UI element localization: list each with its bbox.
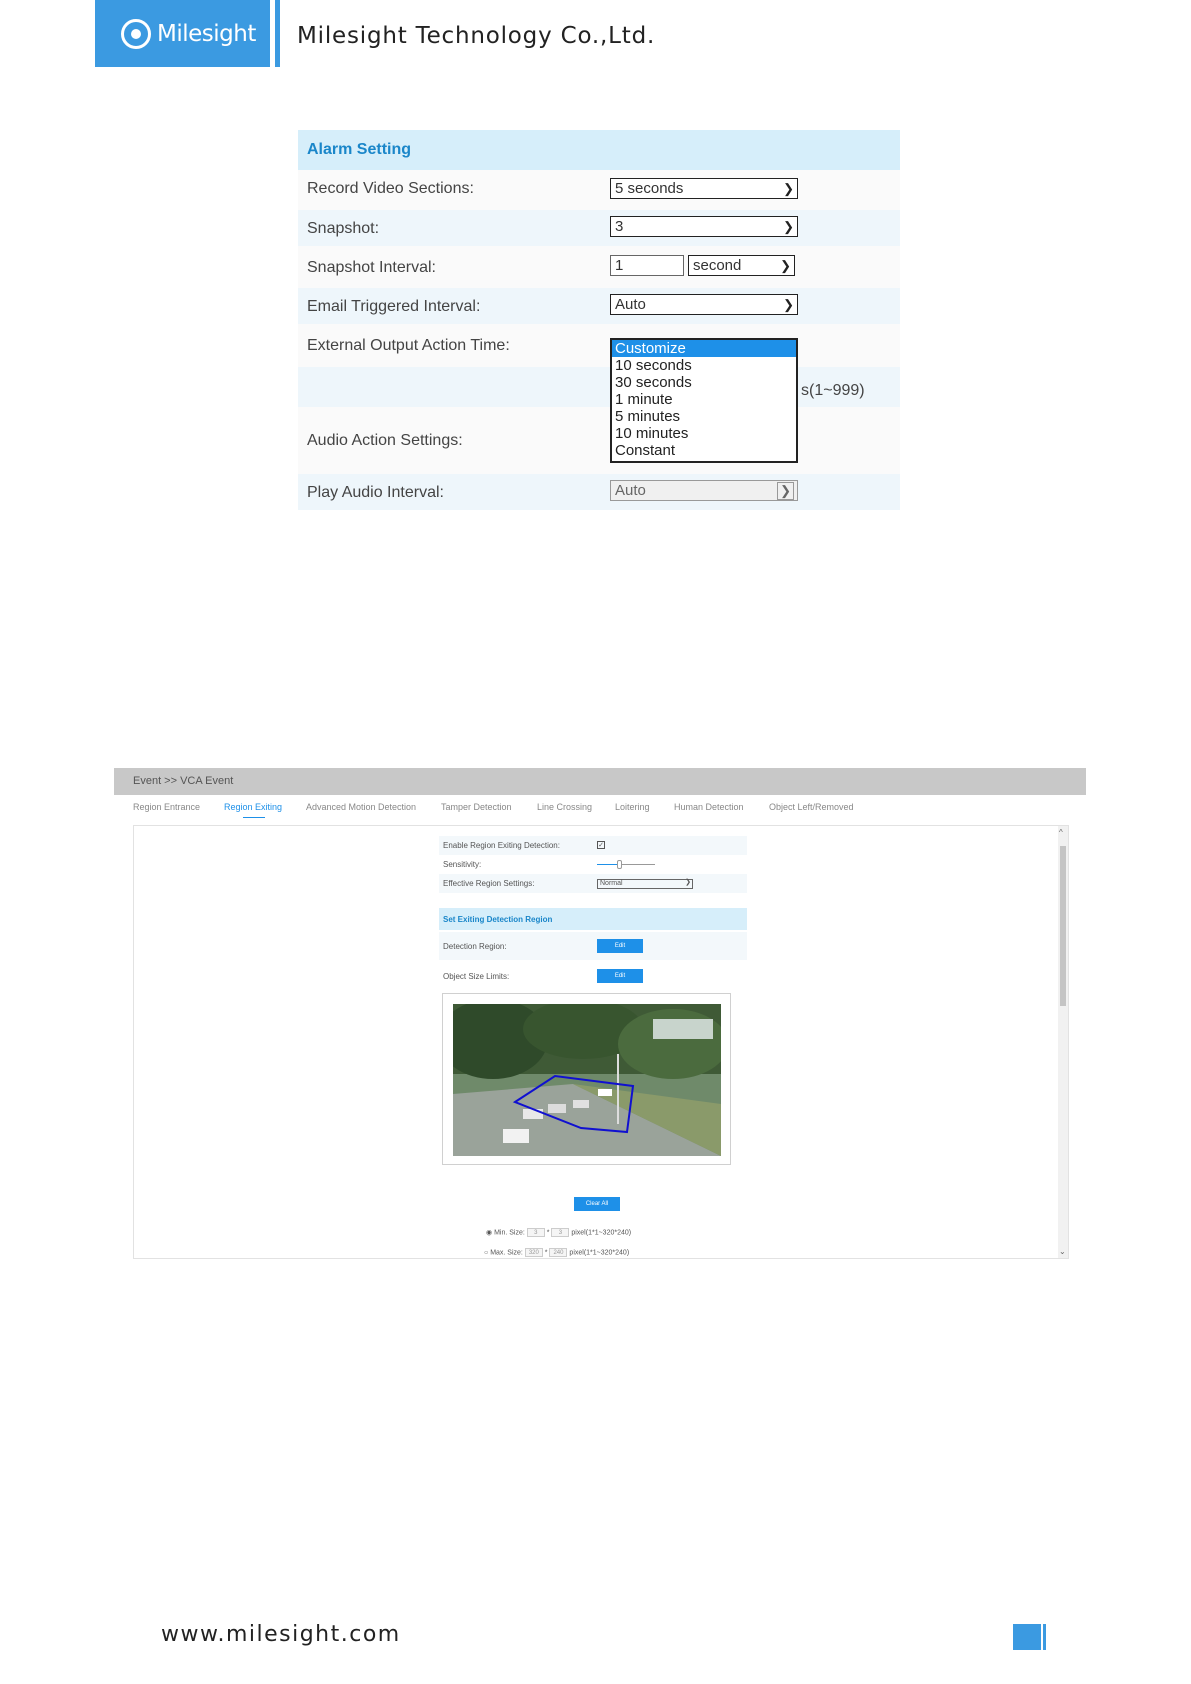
sensitivity-label: Sensitivity:	[443, 860, 482, 869]
enable-checkbox[interactable]: ✓	[598, 842, 604, 849]
milesight-logo	[95, 0, 270, 67]
snapshot-interval-unit-select[interactable]	[688, 255, 795, 276]
tab-line-crossing[interactable]: Line Crossing	[537, 802, 593, 812]
min-size-height-input[interactable]: 3	[551, 1228, 569, 1237]
external-output-range: s(1~999)	[801, 382, 865, 399]
email-interval-value: Auto	[615, 296, 646, 313]
camera-frame-image	[453, 1004, 721, 1156]
audio-action-row	[298, 408, 900, 464]
chevron-down-icon: ❯	[783, 297, 794, 312]
tab-region-entrance[interactable]: Region Entrance	[133, 802, 201, 812]
dropdown-option[interactable]: 30 seconds	[615, 374, 692, 391]
external-output-dropdown[interactable]	[610, 338, 798, 463]
page-corner-mark	[1013, 1624, 1041, 1650]
sensitivity-slider[interactable]	[597, 864, 655, 865]
size-separator: *	[544, 1249, 548, 1257]
effective-region-value: Normal	[600, 880, 623, 887]
enable-label: Enable Region Exiting Detection:	[443, 841, 560, 850]
max-size-radio[interactable]: ○	[484, 1249, 489, 1257]
object-size-label: Object Size Limits:	[443, 972, 510, 981]
enable-row	[439, 836, 747, 855]
sensitivity-row	[439, 855, 747, 874]
tab-loitering[interactable]: Loitering	[615, 802, 650, 812]
email-interval-select[interactable]	[610, 294, 798, 315]
snapshot-value: 3	[615, 218, 624, 235]
header-divider	[275, 0, 280, 67]
snapshot-interval-input[interactable]: 1	[610, 255, 684, 276]
snapshot-interval-label: Snapshot Interval:	[307, 259, 436, 276]
dropdown-option[interactable]: Constant	[615, 442, 676, 459]
effective-region-select[interactable]	[597, 879, 693, 889]
clear-all-button[interactable]: Clear All	[574, 1197, 620, 1211]
page-corner-rule	[1043, 1624, 1046, 1650]
vertical-scrollbar[interactable]	[1058, 826, 1068, 1258]
sensitivity-knob[interactable]	[617, 860, 622, 869]
dropdown-option[interactable]: 1 minute	[615, 391, 673, 408]
company-name: Milesight Technology Co.,Ltd.	[297, 23, 656, 49]
scroll-down-icon[interactable]: ⌄	[1059, 1247, 1066, 1256]
record-video-label: Record Video Sections:	[307, 180, 474, 197]
effective-region-label: Effective Region Settings:	[443, 879, 535, 888]
alarm-setting-panel	[298, 130, 900, 510]
record-video-row	[298, 170, 900, 206]
chevron-down-icon: ❯	[783, 219, 794, 234]
size-separator: *	[546, 1229, 550, 1237]
tab-object-left-removed[interactable]: Object Left/Removed	[769, 802, 854, 812]
tab-tamper-detection[interactable]: Tamper Detection	[441, 802, 512, 812]
chevron-down-icon: ❯	[685, 879, 691, 886]
min-size-radio[interactable]: ◉	[486, 1229, 493, 1237]
footer-url: www.milesight.com	[161, 1622, 401, 1647]
effective-region-row	[439, 874, 747, 893]
record-video-select[interactable]	[610, 178, 798, 199]
dropdown-option[interactable]: 10 seconds	[615, 357, 692, 374]
external-output-row	[298, 327, 900, 363]
chevron-down-icon: ❯	[777, 482, 794, 500]
section-title: Set Exiting Detection Region	[439, 908, 747, 930]
detection-region-row	[439, 932, 747, 960]
dropdown-option[interactable]: 10 minutes	[615, 425, 689, 442]
snapshot-select[interactable]	[610, 216, 798, 237]
tab-human-detection[interactable]: Human Detection	[674, 802, 744, 812]
tab-region-exiting[interactable]: Region Exiting	[224, 802, 283, 812]
snapshot-label: Snapshot:	[307, 220, 380, 237]
max-size-row	[484, 1248, 629, 1257]
object-size-edit-button[interactable]: Edit	[597, 969, 643, 983]
play-audio-value: Auto	[615, 482, 646, 499]
max-size-label: Max. Size:	[490, 1249, 523, 1257]
chevron-down-icon: ❯	[780, 258, 791, 273]
snapshot-interval-unit: second	[693, 257, 742, 274]
play-audio-label: Play Audio Interval:	[307, 484, 444, 501]
detection-region-label: Detection Region:	[443, 942, 507, 951]
max-size-width-input[interactable]: 320	[525, 1248, 543, 1257]
audio-action-label: Audio Action Settings:	[307, 432, 463, 449]
min-size-width-input[interactable]: 3	[527, 1228, 545, 1237]
breadcrumb: Event >> VCA Event	[114, 768, 1086, 795]
camera-preview[interactable]	[442, 993, 731, 1165]
play-audio-row	[298, 474, 900, 510]
tab-advanced-motion-detection[interactable]: Advanced Motion Detection	[306, 802, 417, 812]
alarm-setting-title: Alarm Setting	[298, 130, 900, 170]
scroll-up-icon[interactable]: ^	[1059, 828, 1063, 837]
play-audio-select[interactable]	[610, 480, 798, 501]
vca-event-screenshot	[114, 768, 1086, 1260]
min-size-label: Min. Size:	[494, 1229, 525, 1237]
snapshot-row	[298, 210, 900, 246]
object-size-row	[439, 962, 747, 990]
dropdown-option[interactable]: 5 minutes	[615, 408, 681, 425]
record-video-value: 5 seconds	[615, 180, 684, 197]
max-size-hint: pixel(1*1~320*240)	[569, 1249, 630, 1257]
milesight-logo-icon	[121, 19, 151, 49]
snapshot-interval-row	[298, 249, 900, 285]
detection-region-edit-button[interactable]: Edit	[597, 939, 643, 953]
scrollbar-thumb[interactable]	[1060, 846, 1066, 1006]
chevron-down-icon: ❯	[783, 181, 794, 196]
active-tab-indicator	[243, 817, 265, 818]
email-interval-row	[298, 288, 900, 324]
min-size-row	[486, 1228, 631, 1237]
vca-content-frame	[133, 825, 1069, 1259]
external-output-label: External Output Action Time:	[307, 337, 510, 354]
logo-text: Milesight	[157, 20, 256, 47]
dropdown-option[interactable]: Customize	[612, 340, 796, 357]
max-size-height-input[interactable]: 240	[549, 1248, 567, 1257]
email-interval-label: Email Triggered Interval:	[307, 298, 481, 315]
min-size-hint: pixel(1*1~320*240)	[571, 1229, 632, 1237]
